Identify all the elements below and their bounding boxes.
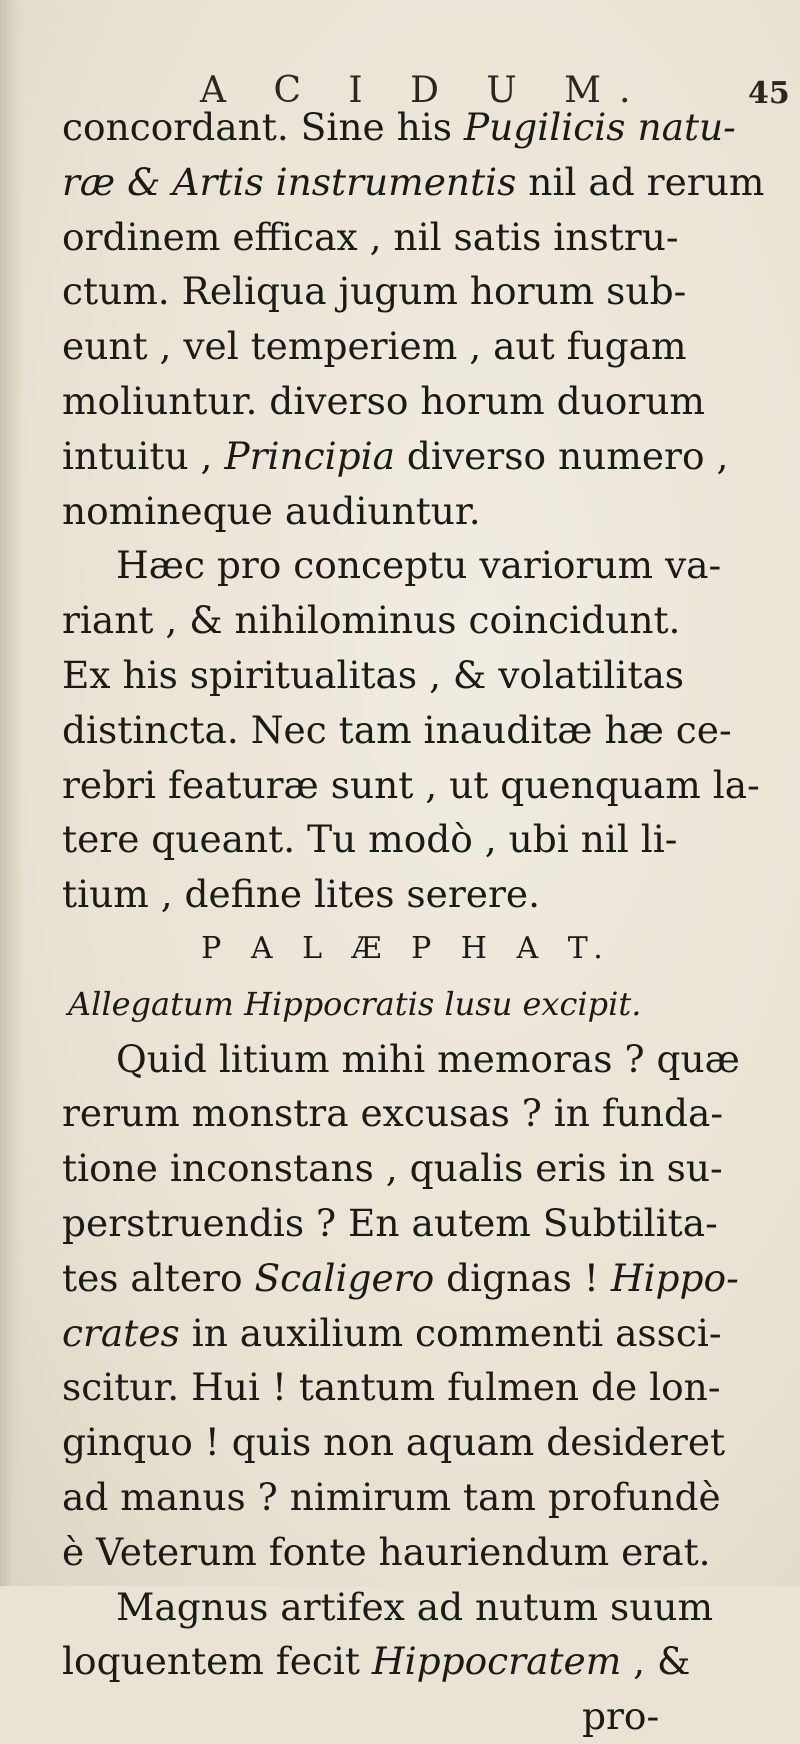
text-line: riant , & nihilominus coincidunt. — [62, 598, 681, 643]
text-line: ordinem efficax , nil satis instru- — [62, 214, 679, 259]
paragraph-start-line: Hæc pro conceptu variorum va- — [116, 543, 722, 588]
text-line: intuitu , Principia diverso numero , — [62, 433, 729, 478]
text-line: distincta. Nec tam inauditæ hæ ce- — [62, 707, 732, 752]
text-line: ad manus ? nimirum tam profundè — [62, 1474, 721, 1519]
page-number: 45 — [748, 76, 790, 111]
text-line: ctum. Reliqua jugum horum sub- — [62, 269, 687, 314]
text-line: è Veterum fonte hauriendum erat. — [62, 1529, 711, 1574]
text-line: rerum monstra excusas ? in funda- — [62, 1091, 724, 1136]
text-line: crates in auxilium commenti assci- — [62, 1310, 722, 1355]
running-title: A C I D U M. — [200, 70, 649, 111]
text-line: nomineque audiuntur. — [62, 488, 481, 533]
text-line: loquentem fecit Hippocratem , & — [62, 1639, 691, 1684]
text-line: rebri featuræ sunt , ut quenquam la- — [62, 762, 760, 807]
text-line: ginquo ! quis non aquam desideret — [62, 1420, 726, 1465]
text-line: tes altero Scaligero dignas ! Hippo- — [62, 1255, 739, 1300]
body-text — [62, 100, 765, 1744]
text-line: Ex his spiritualitas , & volatilitas — [62, 652, 685, 697]
text-line: moliuntur. diverso horum duorum — [62, 378, 705, 423]
paragraph-start-line: Quid litium mihi memoras ? quæ — [116, 1036, 740, 1081]
text-line: tione inconstans , qualis eris in su- — [62, 1146, 723, 1191]
text-line: tium , define lites serere. — [62, 872, 541, 917]
binding-gutter — [0, 0, 24, 1586]
speaker-heading: P A L Æ P H A T. — [201, 930, 613, 966]
text-line: concordant. Sine his Pugilicis natu- — [62, 105, 736, 149]
text-line: perstruendis ? En autem Subtilita- — [62, 1200, 718, 1245]
stage-direction: Allegatum Hippocratis lusu excipit. — [68, 984, 642, 1023]
text-line: tere queant. Tu modò , ubi nil li- — [62, 817, 678, 862]
catchword: pro- — [582, 1694, 660, 1739]
text-line: ræ & Artis instrumentis nil ad rerum — [62, 159, 765, 204]
text-line: eunt , vel temperiem , aut fugam — [62, 324, 687, 369]
paragraph-start-line: Magnus artifex ad nutum suum — [116, 1584, 714, 1629]
text-line: scitur. Hui ! tantum fulmen de lon- — [62, 1365, 721, 1410]
